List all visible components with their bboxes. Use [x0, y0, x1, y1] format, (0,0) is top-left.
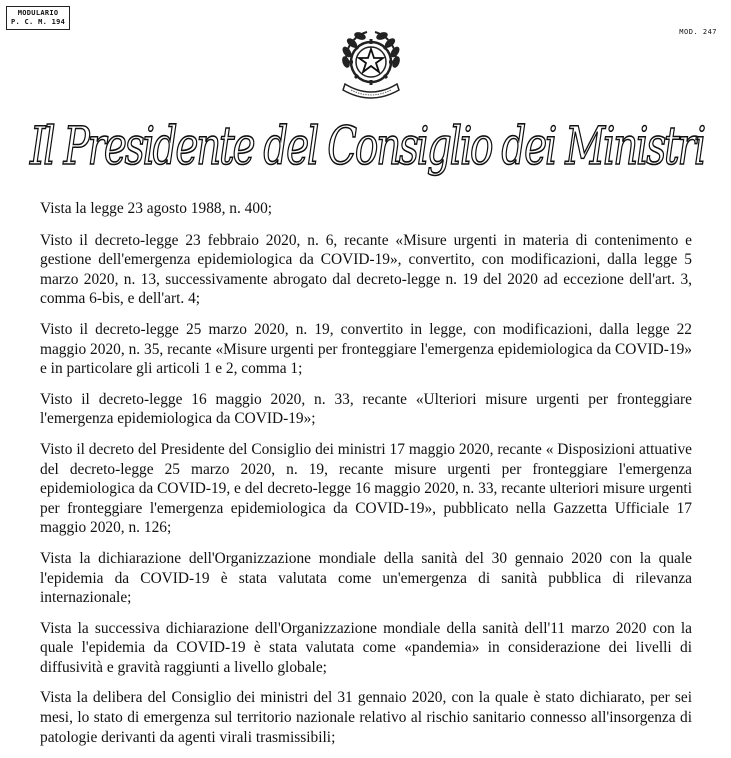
paragraph-dl-6-2020: Visto il decreto-legge 23 febbraio 2020, n. 6, recante «Misure urgenti in materia di contenimento e gestione dell'emergenza epidemiologica da COVID-19», convertito, con modificazioni, dalla legge 5 marzo 2020, n. 13, successivamente abrogato dal decreto-legge n. 19 del 2020 ad eccezione dell'art. 3, comma 6-bis, e dell'art. 4;: [40, 231, 692, 308]
italian-republic-emblem-icon: [333, 26, 409, 104]
paragraph-oms-11-marzo: Vista la successiva dichiarazione dell'Organizzazione mondiale della sanità dell'11 marzo 2020 con la quale l'epidemia da COVID-19 è stata valutata come «pandemia» in considerazione dei livelli di diffusività e gravità raggiunti a livello globale;: [40, 619, 692, 676]
pcm-code-label: P. C. M. 194: [11, 18, 66, 26]
modulario-label: MODULARIO: [17, 9, 59, 17]
paragraph-dl-33-2020: Visto il decreto-legge 16 maggio 2020, n. 33, recante «Ulteriori misure urgenti per fronteggiare l'emergenza epidemiologica da COVID-19»;: [40, 390, 692, 428]
paragraph-dpcm-17-maggio: Visto il decreto del Presidente del Consiglio dei ministri 17 maggio 2020, recante « Disposizioni attuative del decreto-legge 25 marzo 2020, n. 19, recante misure urgenti per fronteggiare l'emergenza epidemiologica da COVID-19, e del decreto-legge 16 maggio 2020, n. 33, recante ulteriori misure urgenti per fronteggiare l'emergenza epidemiologica da COVID-19», pubblicato nella Gazzetta Ufficiale 17 maggio 2020, n. 126;: [40, 440, 692, 537]
president-title: Il Presidente del Consiglio dei Ministri: [29, 117, 706, 177]
paragraph-legge-400: Vista la legge 23 agosto 1988, n. 400;: [40, 200, 273, 217]
paragraph-delibera-31-gennaio: Vista la delibera del Consiglio dei ministri del 31 gennaio 2020, con la quale è stato dichiarato, per sei mesi, lo stato di emergenza sul territorio nazionale relativo al rischio sanitario connesso all'insorgenza di patologie derivanti da agenti virali trasmissibili;: [40, 689, 692, 746]
paragraph-oms-30-gennaio: Vista la dichiarazione dell'Organizzazione mondiale della sanità del 30 gennaio 2020 con la quale l'epidemia da COVID-19 è stata valutata come un'emergenza di sanità pubblica di rilevanza internazionale;: [40, 549, 692, 607]
mod-code-label: MOD. 247: [679, 28, 717, 36]
modulario-stamp: [6, 6, 70, 30]
decree-body: [40, 199, 692, 758]
paragraph-dl-19-2020: Visto il decreto-legge 25 marzo 2020, n. 19, convertito in legge, con modificazioni, dalla legge 22 maggio 2020, n. 35, recante «Misure urgenti per fronteggiare l'emergenza epidemiologica da COVID-19» e in particolare gli articoli 1 e 2, comma 1;: [40, 320, 692, 378]
page-title: [28, 108, 708, 182]
